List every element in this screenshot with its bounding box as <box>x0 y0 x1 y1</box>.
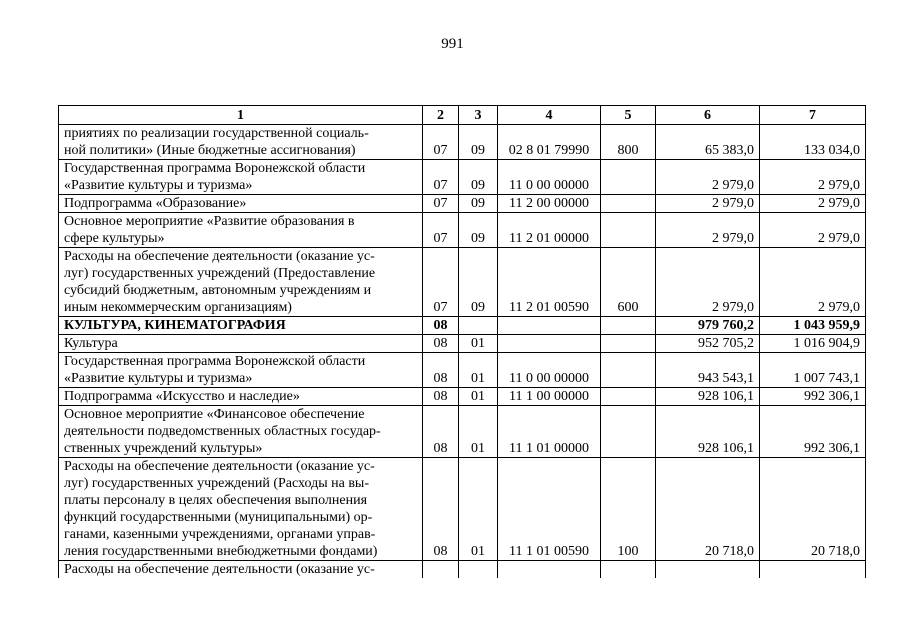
amount-year1-cell: 928 106,1 <box>656 388 760 406</box>
target-article-cell: 11 0 00 00000 <box>498 160 601 195</box>
table-row <box>59 195 866 213</box>
row-name-line: функций государственными (муниципальными) ор- <box>64 510 373 525</box>
expense-type-cell <box>601 561 656 579</box>
subsection-code-cell: 01 <box>459 388 498 406</box>
target-article-cell: 11 2 00 00000 <box>498 195 601 213</box>
section-code-cell: 07 <box>423 125 459 160</box>
amount-year1-cell: 928 106,1 <box>656 406 760 458</box>
row-name-cell <box>59 195 423 213</box>
amount-year1-cell: 2 979,0 <box>656 160 760 195</box>
header-cell: 5 <box>601 106 656 125</box>
row-name-cell <box>59 406 423 458</box>
target-article-cell: 02 8 01 79990 <box>498 125 601 160</box>
section-code-cell: 07 <box>423 195 459 213</box>
row-name-cell <box>59 335 423 353</box>
amount-year2-cell <box>760 561 866 579</box>
row-name-line: «Развитие культуры и туризма» <box>64 178 253 193</box>
budget-table <box>58 105 866 578</box>
row-name-line: Основное мероприятие «Развитие образования в <box>64 214 355 229</box>
section-code-cell: 07 <box>423 248 459 317</box>
subsection-code-cell <box>459 561 498 579</box>
amount-year1-cell: 943 543,1 <box>656 353 760 388</box>
subsection-code-cell: 09 <box>459 248 498 317</box>
target-article-cell: 11 1 01 00000 <box>498 406 601 458</box>
row-name-line: «Развитие культуры и туризма» <box>64 371 253 386</box>
row-name-line: приятиях по реализации государственной социаль- <box>64 126 369 141</box>
target-article-cell <box>498 561 601 579</box>
expense-type-cell <box>601 213 656 248</box>
subsection-code-cell: 01 <box>459 335 498 353</box>
amount-year1-cell: 2 979,0 <box>656 248 760 317</box>
section-code-cell: 08 <box>423 317 459 335</box>
row-name-cell <box>59 213 423 248</box>
row-name-line: ной политики» (Иные бюджетные ассигнования) <box>64 143 356 158</box>
subsection-code-cell: 09 <box>459 195 498 213</box>
row-name-cell <box>59 317 423 335</box>
expense-type-cell <box>601 353 656 388</box>
table-row <box>59 458 866 561</box>
table-row <box>59 561 866 579</box>
target-article-cell: 11 1 01 00590 <box>498 458 601 561</box>
amount-year2-cell: 992 306,1 <box>760 388 866 406</box>
expense-type-cell <box>601 335 656 353</box>
amount-year2-cell: 1 007 743,1 <box>760 353 866 388</box>
section-code-cell: 07 <box>423 160 459 195</box>
row-name-line: Культура <box>64 336 118 351</box>
expense-type-cell <box>601 160 656 195</box>
row-name-line: Расходы на обеспечение деятельности (оказание ус- <box>64 562 375 577</box>
page-number: 991 <box>441 36 464 52</box>
row-name-cell <box>59 561 423 579</box>
expense-type-cell: 800 <box>601 125 656 160</box>
subsection-code-cell: 09 <box>459 125 498 160</box>
row-name-line: деятельности подведомственных областных государ- <box>64 424 381 439</box>
target-article-cell <box>498 317 601 335</box>
row-name-cell <box>59 248 423 317</box>
row-name-cell <box>59 458 423 561</box>
target-article-cell: 11 1 00 00000 <box>498 388 601 406</box>
section-code-cell: 08 <box>423 335 459 353</box>
amount-year1-cell: 952 705,2 <box>656 335 760 353</box>
table-row <box>59 335 866 353</box>
row-name-line: луг) государственных учреждений (Расходы на вы- <box>64 476 369 491</box>
row-name-line: субсидий бюджетным, автономным учреждениям и <box>64 283 372 298</box>
amount-year1-cell: 20 718,0 <box>656 458 760 561</box>
amount-year1-cell: 65 383,0 <box>656 125 760 160</box>
row-name-line: Подпрограмма «Образование» <box>64 196 247 211</box>
expense-type-cell <box>601 388 656 406</box>
amount-year1-cell: 979 760,2 <box>656 317 760 335</box>
expense-type-cell <box>601 317 656 335</box>
row-name-line: платы персоналу в целях обеспечения выполнения <box>64 493 368 508</box>
row-name-line: Государственная программа Воронежской области <box>64 354 366 369</box>
table-row <box>59 125 866 160</box>
row-name-line: Государственная программа Воронежской области <box>64 161 366 176</box>
table-body <box>59 125 866 579</box>
target-article-cell: 11 0 00 00000 <box>498 353 601 388</box>
amount-year1-cell: 2 979,0 <box>656 195 760 213</box>
section-code-cell <box>423 561 459 579</box>
target-article-cell <box>498 335 601 353</box>
section-code-cell: 08 <box>423 406 459 458</box>
section-code-cell: 08 <box>423 353 459 388</box>
row-name-line: Расходы на обеспечение деятельности (оказание ус- <box>64 249 375 264</box>
table-row <box>59 248 866 317</box>
row-name-cell <box>59 160 423 195</box>
expense-type-cell <box>601 406 656 458</box>
row-name-line: иным некоммерческим организациям) <box>64 300 292 315</box>
subsection-code-cell <box>459 317 498 335</box>
amount-year2-cell: 992 306,1 <box>760 406 866 458</box>
header-cell: 4 <box>498 106 601 125</box>
table-row <box>59 406 866 458</box>
section-code-cell: 07 <box>423 213 459 248</box>
table-row <box>59 213 866 248</box>
subsection-code-cell: 01 <box>459 353 498 388</box>
amount-year2-cell: 133 034,0 <box>760 125 866 160</box>
row-name-line: КУЛЬТУРА, КИНЕМАТОГРАФИЯ <box>64 318 286 333</box>
table-row <box>59 160 866 195</box>
table-row <box>59 388 866 406</box>
amount-year2-cell: 2 979,0 <box>760 195 866 213</box>
row-name-line: ления государственными внебюджетными фондами) <box>64 544 378 559</box>
expense-type-cell <box>601 195 656 213</box>
row-name-line: ганами, казенными учреждениями, органами управ- <box>64 527 376 542</box>
amount-year2-cell: 2 979,0 <box>760 248 866 317</box>
amount-year2-cell: 1 016 904,9 <box>760 335 866 353</box>
amount-year2-cell: 2 979,0 <box>760 160 866 195</box>
target-article-cell: 11 2 01 00000 <box>498 213 601 248</box>
subsection-code-cell: 09 <box>459 213 498 248</box>
row-name-line: сфере культуры» <box>64 231 165 246</box>
header-cell: 2 <box>423 106 459 125</box>
header-cell: 3 <box>459 106 498 125</box>
target-article-cell: 11 2 01 00590 <box>498 248 601 317</box>
section-code-cell: 08 <box>423 388 459 406</box>
header-cell: 1 <box>59 106 423 125</box>
row-name-line: ственных учреждений культуры» <box>64 441 263 456</box>
row-name-line: Подпрограмма «Искусство и наследие» <box>64 389 300 404</box>
expense-type-cell: 100 <box>601 458 656 561</box>
subsection-code-cell: 01 <box>459 406 498 458</box>
table-row <box>59 353 866 388</box>
row-name-cell <box>59 388 423 406</box>
amount-year2-cell: 20 718,0 <box>760 458 866 561</box>
row-name-line: Основное мероприятие «Финансовое обеспечение <box>64 407 365 422</box>
subsection-code-cell: 01 <box>459 458 498 561</box>
section-code-cell: 08 <box>423 458 459 561</box>
table-header-row <box>59 106 866 125</box>
amount-year2-cell: 1 043 959,9 <box>760 317 866 335</box>
table-row <box>59 317 866 335</box>
header-cell: 6 <box>656 106 760 125</box>
expense-type-cell: 600 <box>601 248 656 317</box>
subsection-code-cell: 09 <box>459 160 498 195</box>
amount-year2-cell: 2 979,0 <box>760 213 866 248</box>
row-name-line: луг) государственных учреждений (Предоставление <box>64 266 376 281</box>
amount-year1-cell: 2 979,0 <box>656 213 760 248</box>
row-name-cell <box>59 125 423 160</box>
amount-year1-cell <box>656 561 760 579</box>
row-name-cell <box>59 353 423 388</box>
row-name-line: Расходы на обеспечение деятельности (оказание ус- <box>64 459 375 474</box>
header-cell: 7 <box>760 106 866 125</box>
